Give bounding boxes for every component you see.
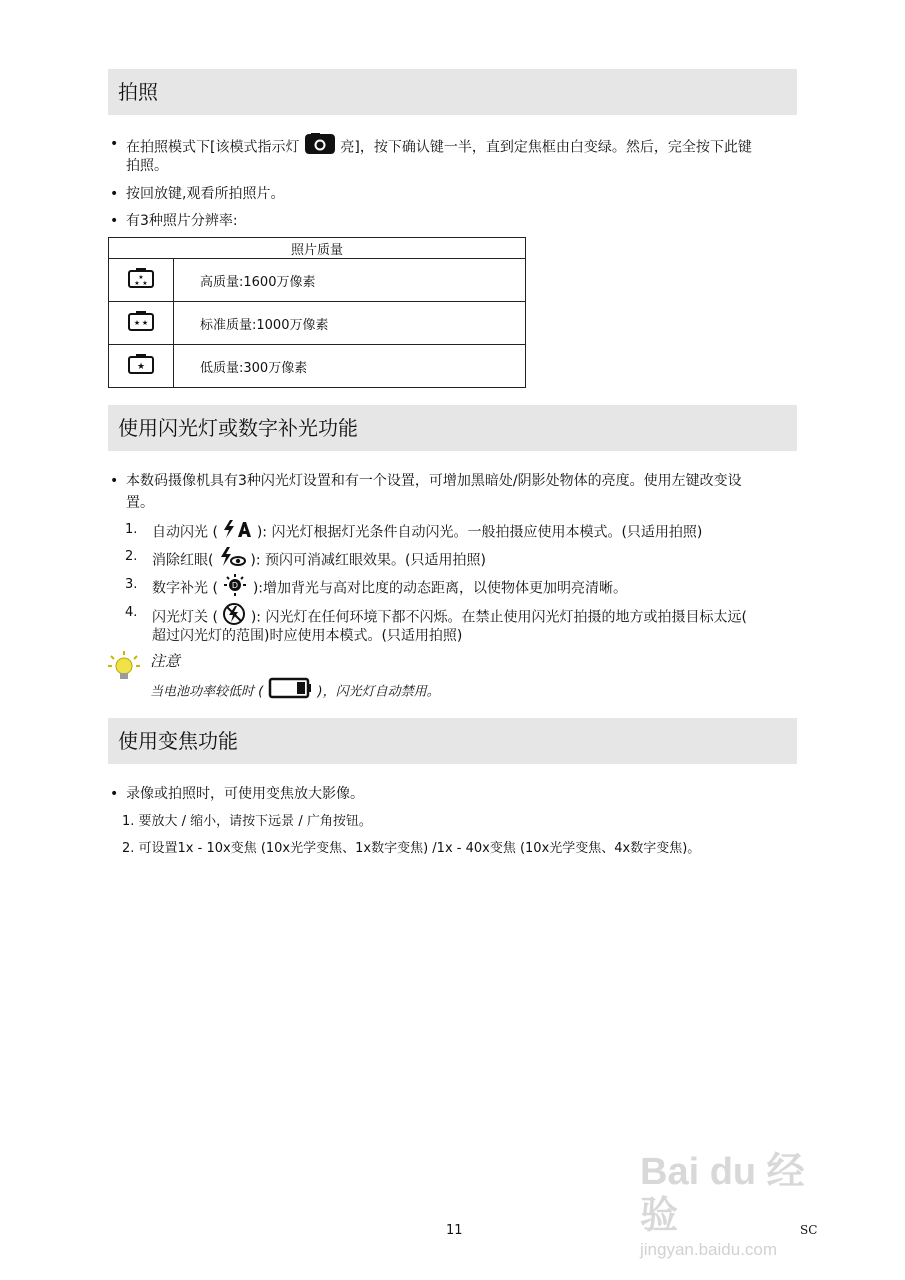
bullet-dot: • (110, 473, 119, 489)
watermark-logo-text: Bai du 经验 (640, 1151, 805, 1237)
section-title-photo: 拍照 (108, 69, 797, 115)
table-row (109, 345, 526, 388)
flash-item-num: 2. (125, 549, 138, 564)
flash-item-num: 1. (125, 522, 138, 537)
flash-item-auto (152, 519, 802, 546)
flash-item-off-cont: 超过闪光灯的范围)时应使用本模式。(只适用拍照) (152, 628, 463, 644)
table-row (109, 259, 526, 302)
quality-label-low: 低质量:300万像素 (174, 345, 526, 388)
digital-fill-light-icon (222, 574, 248, 603)
svg-text:★: ★ (134, 280, 140, 287)
photo-bullet-1-text-b: 亮]，按下确认键一半，直到定焦框由白变绿。然后，完全按下此键 (340, 139, 752, 156)
camera-one-star-icon (109, 345, 174, 388)
table-row (109, 302, 526, 345)
photo-bullet-3: 有3种照片分辨率: (126, 213, 238, 229)
red-eye-icon (218, 546, 246, 575)
flash-item-num: 4. (125, 605, 138, 620)
flash-item-post: ):增加背光与高对比度的动态距离，以使物体更加明亮清晰。 (252, 580, 628, 597)
bullet-dot: • (110, 186, 119, 202)
svg-text:★: ★ (136, 362, 146, 372)
flash-item-post: ): 闪光灯在任何环境下都不闪烁。在禁止使用闪光灯拍摄的地方或拍摄目标太远( (250, 609, 747, 626)
svg-text:★: ★ (141, 319, 149, 327)
note-body (150, 676, 440, 708)
note-title: 注意 (150, 652, 181, 670)
flash-item-post: ): 闪光灯根据灯光条件自动闪光。一般拍摄应使用本模式。(只适用拍照) (256, 524, 703, 541)
flash-item-redeye (152, 546, 802, 575)
photo-bullet-1-text-a: 在拍照模式下[该模式指示灯 (126, 139, 300, 156)
zoom-bullet: 录像或拍照时，可使用变焦放大影像。 (126, 786, 364, 802)
flash-item-pre: 消除红眼( (152, 552, 214, 569)
language-code: SC (800, 1223, 818, 1237)
flash-item-fill (152, 574, 802, 603)
low-battery-icon (267, 676, 313, 708)
svg-text:★: ★ (133, 319, 141, 327)
section-title-zoom: 使用变焦功能 (108, 718, 797, 764)
flash-intro-a: 本数码摄像机具有3种闪光灯设置和有一个设置，可增加黑暗处/阴影处物体的亮度。使用左键改变设 (126, 473, 742, 489)
flash-intro-b: 置。 (126, 495, 154, 511)
note-text-post: )，闪光灯自动禁用。 (317, 684, 440, 700)
svg-text:★: ★ (142, 280, 148, 287)
lightbulb-icon (106, 650, 142, 690)
zoom-line-2: 2. 可设置1x - 10x变焦 (10x光学变焦、1x数字变焦) /1x - 40x变焦 (10x光学变焦、4x数字变焦)。 (122, 841, 701, 856)
photo-bullet-1-text-c: 拍照。 (126, 158, 168, 174)
note-text-pre: 当电池功率较低时 ( (150, 684, 264, 700)
quality-label-high: 高质量:1600万像素 (174, 259, 526, 302)
camera-two-star-icon (109, 302, 174, 345)
photo-bullet-1 (126, 133, 806, 162)
flash-item-pre: 闪光灯关 ( (152, 609, 218, 626)
camera-three-star-icon (109, 259, 174, 302)
photo-quality-table (108, 237, 526, 388)
table-header: 照片质量 (109, 238, 526, 259)
quality-label-standard: 标准质量:1000万像素 (174, 302, 526, 345)
auto-flash-icon (222, 519, 252, 546)
bullet-dot: • (110, 786, 119, 802)
flash-item-pre: 数字补光 ( (152, 580, 218, 597)
page-number: 11 (446, 1223, 463, 1238)
camera-icon (304, 133, 336, 162)
bullet-dot: • (110, 213, 119, 229)
svg-text:D: D (232, 581, 239, 590)
watermark-url: jingyan.baidu.com (640, 1240, 778, 1259)
zoom-line-1: 1. 要放大 / 缩小，请按下远景 / 广角按钮。 (122, 814, 372, 829)
flash-item-num: 3. (125, 577, 138, 592)
section-title-flash: 使用闪光灯或数字补光功能 (108, 405, 797, 451)
photo-bullet-2: 按回放键,观看所拍照片。 (126, 186, 285, 202)
flash-item-post: ): 预闪可消减红眼效果。(只适用拍照) (250, 552, 486, 569)
flash-item-pre: 自动闪光 ( (152, 524, 218, 541)
svg-text:★: ★ (138, 274, 144, 281)
bullet-dot: • (110, 136, 119, 152)
